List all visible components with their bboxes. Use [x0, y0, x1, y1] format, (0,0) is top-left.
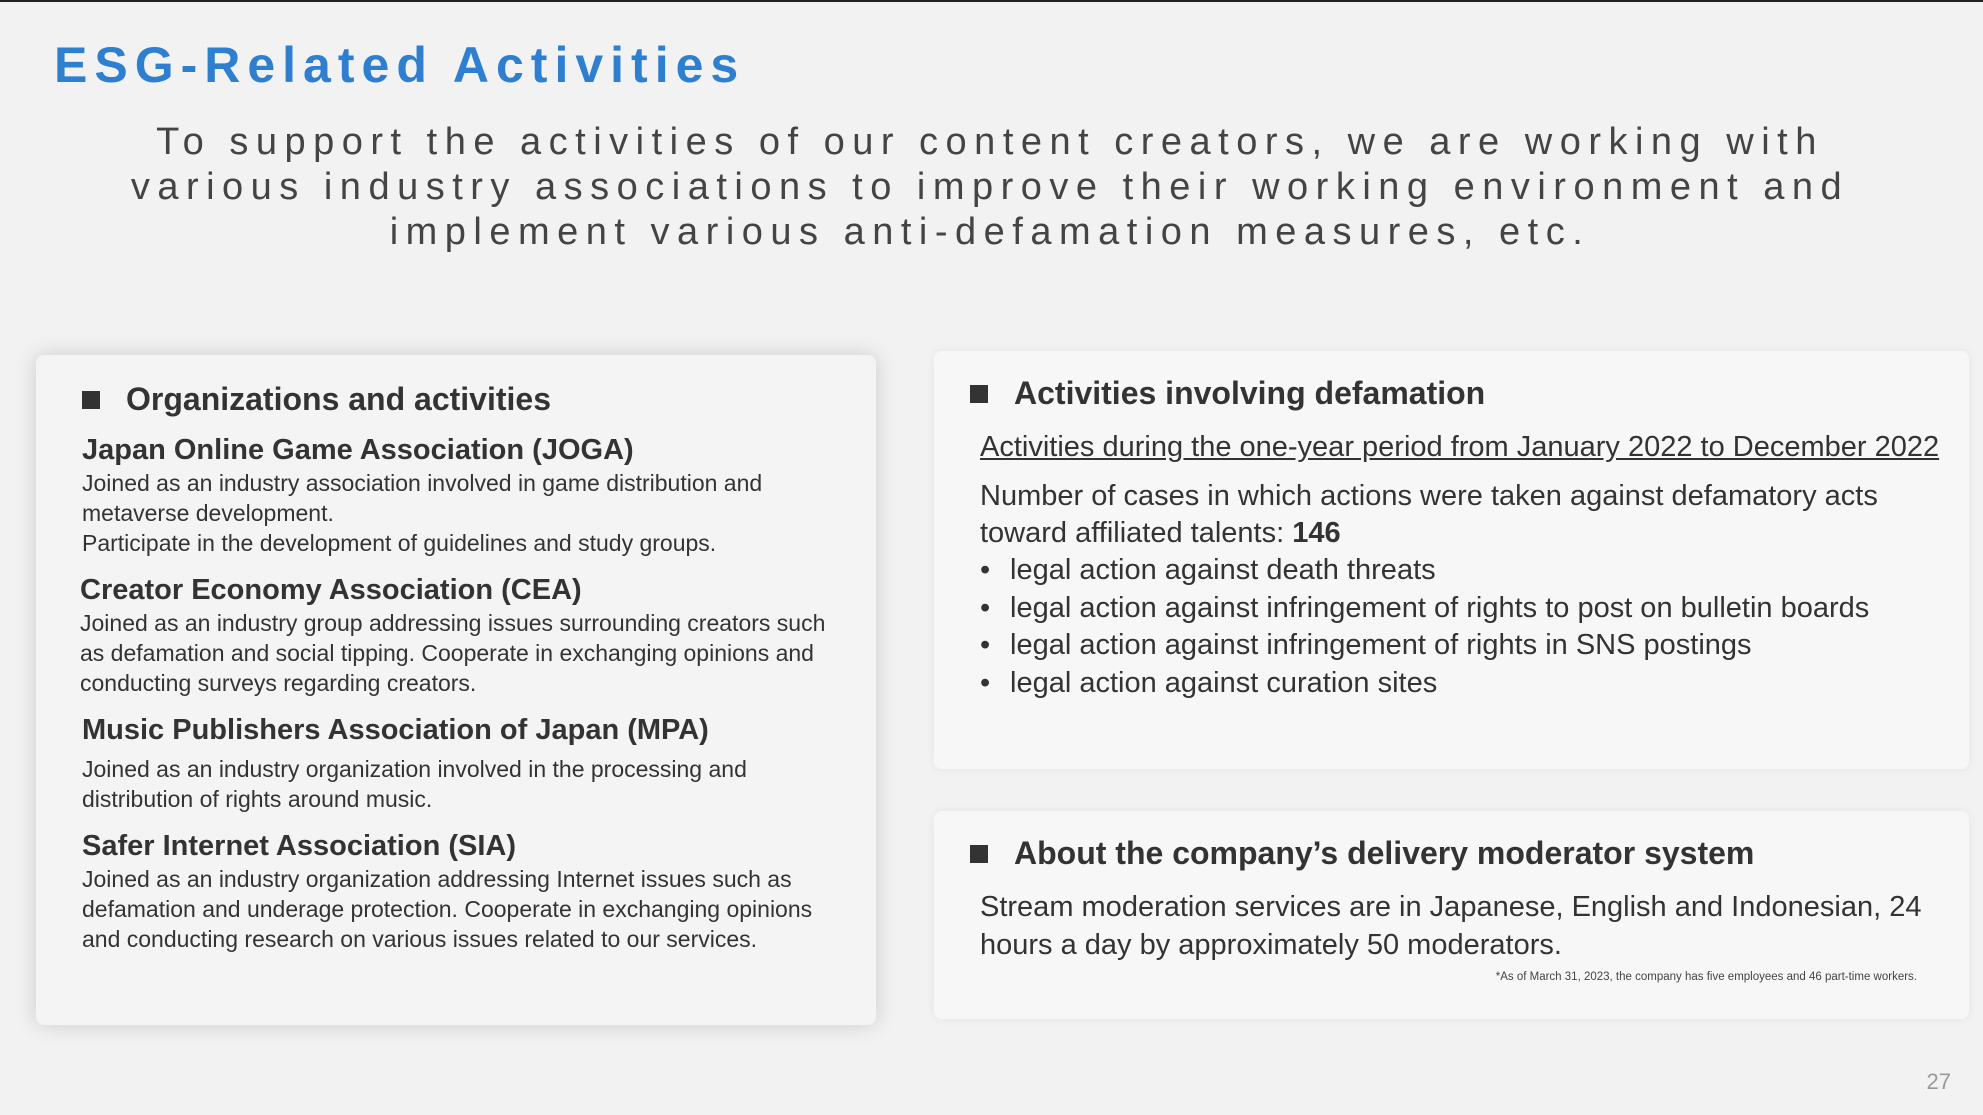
org-name: Music Publishers Association of Japan (MPA) — [82, 714, 709, 746]
bullet-icon: • — [980, 629, 991, 661]
top-divider — [0, 0, 1983, 2]
moderator-heading — [970, 835, 1945, 872]
org-name: Creator Economy Association (CEA) — [80, 574, 582, 606]
intro-line: various industry associations to improve their working environment and — [130, 166, 1850, 208]
cases-label: Number of cases in which actions were taken against defamatory acts toward affiliated talents: — [980, 480, 1878, 549]
defamation-heading-text: Activities involving defamation — [1014, 375, 1486, 411]
list-item-text: legal action against death threats — [1010, 554, 1436, 586]
defamation-heading — [970, 375, 1945, 412]
org-description: Joined as an industry organization involved in the processing and distribution of rights around music. — [82, 756, 747, 812]
legal-actions-list — [980, 552, 1945, 702]
org-name: Safer Internet Association (SIA) — [82, 830, 517, 862]
square-bullet-icon — [970, 385, 988, 403]
list-item-text: legal action against curation sites — [1010, 666, 1438, 699]
list-item — [980, 552, 1945, 590]
page-title: ESG-Related Activities — [54, 37, 746, 93]
defamation-cases — [980, 478, 1945, 552]
bullet-icon: • — [980, 591, 991, 624]
moderator-text: Stream moderation services are in Japanese, English and Indonesian, 24 hours a day by approximately 50 moderators. — [980, 891, 1922, 961]
defamation-period: Activities during the one-year period from January 2022 to December 2022 — [980, 431, 1940, 463]
organizations-heading — [82, 381, 854, 418]
intro-line: To support the activities of our content creators, we are working with — [156, 121, 1824, 163]
cases-count: 146 — [1292, 517, 1341, 549]
list-item — [980, 665, 1945, 703]
bullet-icon: • — [980, 554, 991, 586]
org-name: Japan Online Game Association (JOGA) — [82, 434, 634, 466]
moderator-card — [934, 811, 1969, 1019]
moderator-heading-text: About the company’s delivery moderator system — [1014, 835, 1755, 871]
organizations-heading-text: Organizations and activities — [126, 381, 551, 417]
org-description: Participate in the development of guidelines and study groups. — [82, 530, 717, 556]
org-description: Joined as an industry organization addressing Internet issues such as defamation and underage protection. Cooperate in exchanging opinions and conducting research on various issues related to our services. — [82, 866, 813, 952]
list-item — [980, 627, 1945, 665]
list-item-text: legal action against infringement of rights in SNS postings — [1010, 629, 1752, 661]
org-item-mpa — [82, 712, 854, 814]
org-item-joga — [82, 432, 854, 558]
moderator-footnote: *As of March 31, 2023, the company has five employees and 46 part-time workers. — [1495, 971, 1917, 983]
list-item-text: legal action against infringement of rights to post on bulletin boards — [1010, 591, 1870, 624]
org-description: Joined as an industry group addressing issues surrounding creators such as defamation and social tipping. Cooperate in exchanging opinions and conducting surveys regarding creators. — [80, 610, 826, 696]
defamation-card — [934, 351, 1969, 769]
page-number: 27 — [1926, 1069, 1951, 1094]
org-item-sia — [82, 828, 854, 954]
bullet-icon: • — [980, 666, 991, 699]
square-bullet-icon — [970, 845, 988, 863]
intro-line: implement various anti-defamation measures, etc. — [389, 211, 1591, 253]
list-item — [980, 590, 1945, 628]
organizations-card — [36, 355, 876, 1025]
org-description: Joined as an industry association involved in game distribution and metaverse development. — [82, 470, 763, 526]
org-item-cea — [80, 572, 854, 698]
square-bullet-icon — [82, 391, 100, 409]
intro-text — [40, 120, 1940, 255]
